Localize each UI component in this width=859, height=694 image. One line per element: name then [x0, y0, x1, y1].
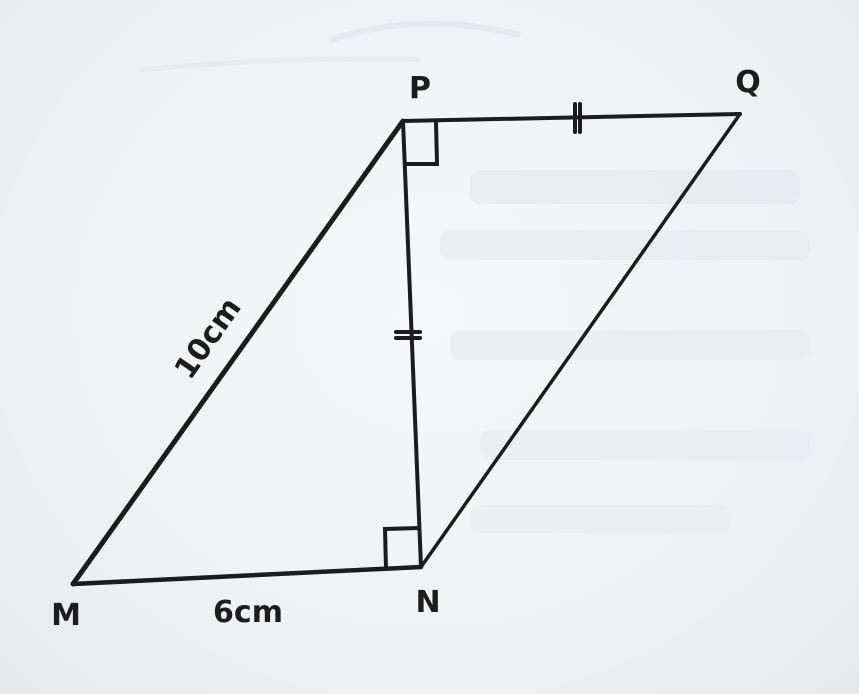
side-pq: [403, 114, 740, 121]
vertex-label-m: M: [51, 598, 81, 633]
bleed-block: [470, 505, 730, 533]
right-angle-marker-p: [405, 122, 437, 164]
vertex-label-p: P: [409, 71, 431, 106]
length-label-mn: 6cm: [213, 595, 283, 630]
bleed-stroke: [330, 24, 520, 40]
length-label-mp: 10cm: [167, 291, 249, 386]
side-nm: [73, 567, 421, 584]
bleed-stroke: [140, 59, 420, 70]
bleed-block: [470, 170, 800, 204]
bleed-block: [440, 230, 810, 260]
side-mp: [73, 121, 403, 584]
bleed-block: [480, 430, 810, 460]
vertex-label-q: Q: [735, 65, 761, 100]
diagonal-pn: [403, 121, 421, 567]
vertex-label-n: N: [415, 585, 441, 620]
background-bleed: [140, 24, 810, 533]
right-angle-marker-n: [385, 528, 420, 569]
bleed-block: [450, 330, 810, 360]
